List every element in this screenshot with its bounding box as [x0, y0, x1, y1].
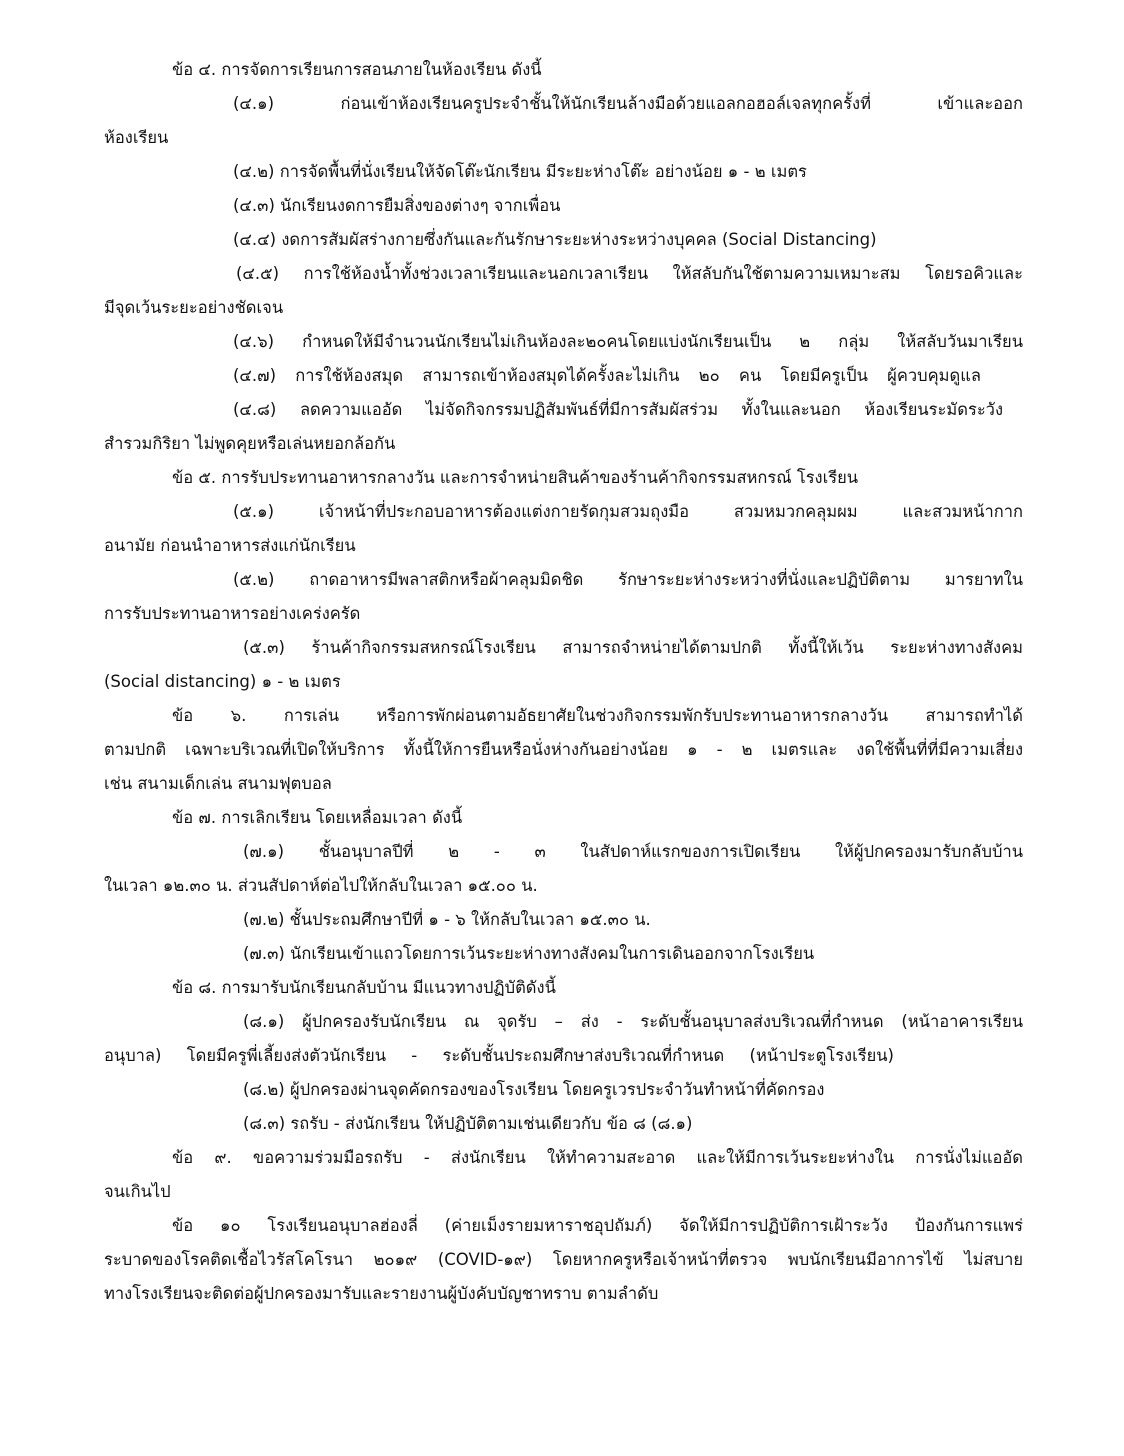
clause-8-1-line-2: อนุบาล) โดยมีครูพี่เลี้ยงส่งตัวนักเรียน - ระดับชั้นประถมศึกษาส่งบริเวณที่กำหนด (หน้าประตูโรงเรียน) [104, 1046, 894, 1065]
clause-4-5-line-2: มีจุดเว้นระยะอย่างชัดเจน [104, 298, 284, 317]
clause-9-line-1: ข้อ ๙. ขอความร่วมมือรถรับ - ส่งนักเรียน ให้ทำความสะอาด และให้มีการเว้นระยะห่างใน การนั่งไม่แออัด [172, 1148, 1023, 1167]
clause-5-2-line-1: (๕.๒) ถาดอาหารมีพลาสติกหรือผ้าคลุมมิดชิด รักษาระยะห่างระหว่างที่นั่งและปฏิบัติตาม มารยาทใน [233, 570, 1023, 589]
clause-5-3-line-2: (Social distancing) ๑ - ๒ เมตร [104, 672, 341, 691]
clause-8-1-line-1: (๘.๑) ผู้ปกครองรับนักเรียน ณ จุดรับ – ส่ง - ระดับชั้นอนุบาลส่งบริเวณที่กำหนด (หน้าอาคารเรียน [243, 1012, 1023, 1031]
clause-4-2: (๔.๒) การจัดพื้นที่นั่งเรียนให้จัดโต๊ะนักเรียน มีระยะห่างโต๊ะ อย่างน้อย ๑ - ๒ เมตร [233, 162, 807, 181]
clause-5-1-line-1: (๕.๑) เจ้าหน้าที่ประกอบอาหารต้องแต่งกายรัดกุมสวมถุงมือ สวมหมวกคลุมผม และสวมหน้ากาก [233, 502, 1023, 521]
clause-7-heading: ข้อ ๗. การเลิกเรียน โดยเหลื่อมเวลา ดังนี้ [172, 808, 463, 827]
clause-5-3-line-1: (๕.๓) ร้านค้ากิจกรรมสหกรณ์โรงเรียน สามารถจำหน่ายได้ตามปกติ ทั้งนี้ให้เว้น ระยะห่างทางสังคม [243, 638, 1023, 657]
clause-6-line-3: เช่น สนามเด็กเล่น สนามฟุตบอล [104, 774, 332, 793]
clause-8-2: (๘.๒) ผู้ปกครองผ่านจุดคัดกรองของโรงเรียน โดยครูเวรประจำวันทำหน้าที่คัดกรอง [243, 1080, 825, 1099]
clause-7-1-line-2: ในเวลา ๑๒.๓๐ น. ส่วนสัปดาห์ต่อไปให้กลับในเวลา ๑๕.๐๐ น. [104, 876, 538, 895]
clause-6-line-1: ข้อ ๖. การเล่น หรือการพักผ่อนตามอัธยาศัยในช่วงกิจกรรมพักรับประทานอาหารกลางวัน สามารถทำได้ [172, 706, 1023, 725]
clause-4-8-line-1: (๔.๘) ลดความแออัด ไม่จัดกิจกรรมปฏิสัมพันธ์ที่มีการสัมผัสร่วม ทั้งในและนอก ห้องเรียนระมัดระวัง [233, 400, 1003, 419]
clause-4-6: (๔.๖) กำหนดให้มีจำนวนนักเรียนไม่เกินห้องละ๒๐คนโดยแบ่งนักเรียนเป็น ๒ กลุ่ม ให้สลับวันมาเรียน [233, 332, 1023, 351]
clause-10-line-1: ข้อ ๑๐ โรงเรียนอนุบาลฮ่องลี่ (ค่ายเม็งรายมหาราชอุปถัมภ์) จัดให้มีการปฏิบัติการเฝ้าระวัง ป้องกันการแพร่ [172, 1216, 1023, 1235]
clause-10-line-3: ทางโรงเรียนจะติดต่อผู้ปกครองมารับและรายงานผู้บังคับบัญชาทราบ ตามลำดับ [104, 1284, 659, 1303]
clause-4-1-line-1: (๔.๑) ก่อนเข้าห้องเรียนครูประจำชั้นให้นักเรียนล้างมือด้วยแอลกอฮอล์เจลทุกครั้งที่ เข้าและออก [233, 94, 1023, 113]
clause-4-5-line-1: (๔.๕) การใช้ห้องน้ำทั้งช่วงเวลาเรียนและนอกเวลาเรียน ให้สลับกันใช้ตามความเหมาะสม โดยรอคิวและ [236, 264, 1023, 283]
clause-4-8-line-2: สำรวมกิริยา ไม่พูดคุยหรือเล่นหยอกล้อกัน [104, 434, 396, 453]
clause-7-3: (๗.๓) นักเรียนเข้าแถวโดยการเว้นระยะห่างทางสังคมในการเดินออกจากโรงเรียน [243, 944, 815, 963]
clause-5-1-line-2: อนามัย ก่อนนำอาหารส่งแก่นักเรียน [104, 536, 356, 555]
clause-4-1-line-2: ห้องเรียน [104, 128, 169, 147]
clause-8-3: (๘.๓) รถรับ - ส่งนักเรียน ให้ปฏิบัติตามเช่นเดียวกับ ข้อ ๘ (๘.๑) [243, 1114, 693, 1133]
clause-4-4: (๔.๔) งดการสัมผัสร่างกายซึ่งกันและกันรักษาระยะห่างระหว่างบุคคล (Social Distancing) [233, 230, 877, 249]
clause-4-heading: ข้อ ๔. การจัดการเรียนการสอนภายในห้องเรียน ดังนี้ [172, 60, 542, 79]
clause-8-heading: ข้อ ๘. การมารับนักเรียนกลับบ้าน มีแนวทางปฏิบัติดังนี้ [172, 978, 556, 997]
clause-9-line-2: จนเกินไป [104, 1182, 171, 1201]
clause-4-3: (๔.๓) นักเรียนงดการยืมสิ่งของต่างๆ จากเพื่อน [233, 196, 561, 215]
clause-7-2: (๗.๒) ชั้นประถมศึกษาปีที่ ๑ - ๖ ให้กลับในเวลา ๑๕.๓๐ น. [243, 910, 651, 929]
clause-10-line-2: ระบาดของโรคติดเชื้อไวรัสโคโรนา ๒๐๑๙ (COVID-๑๙) โดยหากครูหรือเจ้าหน้าที่ตรวจ พบนักเรียนมีอาการไข้ ไม่สบาย [104, 1250, 1023, 1269]
clause-5-heading: ข้อ ๕. การรับประทานอาหารกลางวัน และการจำหน่ายสินค้าของร้านค้ากิจกรรมสหกรณ์ โรงเรียน [172, 468, 859, 487]
clause-6-line-2: ตามปกติ เฉพาะบริเวณที่เปิดให้บริการ ทั้งนี้ให้การยืนหรือนั่งห่างกันอย่างน้อย ๑ - ๒ เมตรและ งดใช้พื้นที่ที่มีความเสี่ยง [104, 740, 1023, 759]
clause-4-7: (๔.๗) การใช้ห้องสมุด สามารถเข้าห้องสมุดได้ครั้งละไม่เกิน ๒๐ คน โดยมีครูเป็น ผู้ควบคุมดูแล [233, 366, 981, 385]
clause-7-1-line-1: (๗.๑) ชั้นอนุบาลปีที่ ๒ - ๓ ในสัปดาห์แรกของการเปิดเรียน ให้ผู้ปกครองมารับกลับบ้าน [243, 842, 1023, 861]
clause-5-2-line-2: การรับประทานอาหารอย่างเคร่งครัด [104, 604, 361, 623]
